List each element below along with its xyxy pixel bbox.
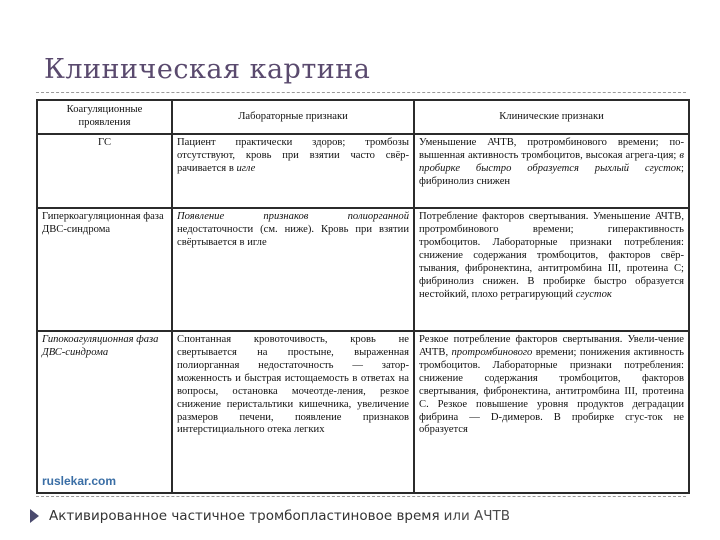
table-row (37, 134, 689, 208)
cell-clinical (414, 134, 689, 208)
header-lab-signs: Лабораторные признаки (172, 100, 414, 134)
cell-lab (172, 331, 414, 493)
cell-lab (172, 134, 414, 208)
footer-acronym-text: или АЧТВ (443, 508, 511, 524)
clinical-table (36, 99, 690, 494)
table-row (37, 331, 689, 493)
cell-lab-text: Спонтанная кровоточивость, кровь не свертывается на простыне, выраженная полиорганная недостаточность — затор-моженность и быстрая истощаемость в ответах на вопросы, остановка мочеотде-ления, резкое снижение перистальтики кишечника, увеличение размеров печени, появление признаков интерстициального отека легких (177, 334, 409, 436)
cell-lab-italic: игле (236, 162, 256, 174)
table-wrapper (36, 99, 690, 494)
cell-clinical-text-2: времени; понижения активность тромбоцитов. Лабораторные признаки потребления: снижение содержания тромбоцитов, факторов свертывания, фибронектина, антитромбина III, протеина С. Резкое повышение уровня продуктов деградации фибрина — D-димеров. В пробирке сгус-ток не образуется (419, 346, 684, 436)
cell-lab-text: недостаточности (см. ниже). Кровь при взятии свёртывается в игле (177, 223, 409, 248)
cell-clinical-text: Потребление факторов свертывания. Уменьшение АЧТВ, протромбинового времени; гиперактивность тромбоцитов. Лабораторные признаки потребления: снижение содержания тромбоцитов, факторов свёр-тывания, фибронектина, антитромбина III, протеина С; фибринолиз снижен. В пробирке быстро образуется нестойкий, плохо ретрагирующий (419, 211, 684, 300)
cell-lab (172, 208, 414, 331)
top-divider (36, 92, 686, 93)
slide-title: Клиническая картина (44, 54, 371, 85)
cell-clinical-text: Уменьшение АЧТВ, протромбинового времени; по-вышенная активность тромбоцитов, высокая агрега-ция; (419, 137, 684, 161)
cell-clinical (414, 331, 689, 493)
cell-condition: Гипокоагуляционная фаза ДВС-синдрома (37, 331, 172, 493)
cell-clinical-text-2: ; фибринолиз снижен (419, 162, 684, 187)
table-header-row (37, 100, 689, 134)
cell-condition: ГС (37, 134, 172, 208)
footer-main-text: Активированное частичное тромбопластиновое время (49, 508, 440, 524)
footer-caption (30, 508, 510, 524)
header-clinical-signs: Клинические признаки (414, 100, 689, 134)
table-row (37, 208, 689, 331)
cell-lab-text: Пациент практически здоров; тромбозы отсутствуют, кровь при взятии часто свёр-рачивается в (177, 137, 409, 174)
cell-clinical-italic: протромбинового (451, 346, 533, 358)
bottom-divider (36, 496, 686, 497)
cell-clinical (414, 208, 689, 331)
watermark-label: ruslekar.com (39, 474, 119, 488)
arrow-right-icon (30, 509, 39, 523)
cell-clinical-italic: в пробирке быстро образуется рыхлый сгусток (419, 149, 684, 174)
cell-lab-italic: Появление признаков полиорганной (177, 211, 409, 222)
cell-clinical-text: Резкое потребление факторов свертывания. Увели-чение АЧТВ, (419, 334, 684, 358)
header-coagulation: Коагуляционные проявления (37, 100, 172, 134)
cell-condition: Гиперкоагуляционная фаза ДВС-синдрома (37, 208, 172, 331)
cell-clinical-italic: сгусток (575, 288, 612, 300)
